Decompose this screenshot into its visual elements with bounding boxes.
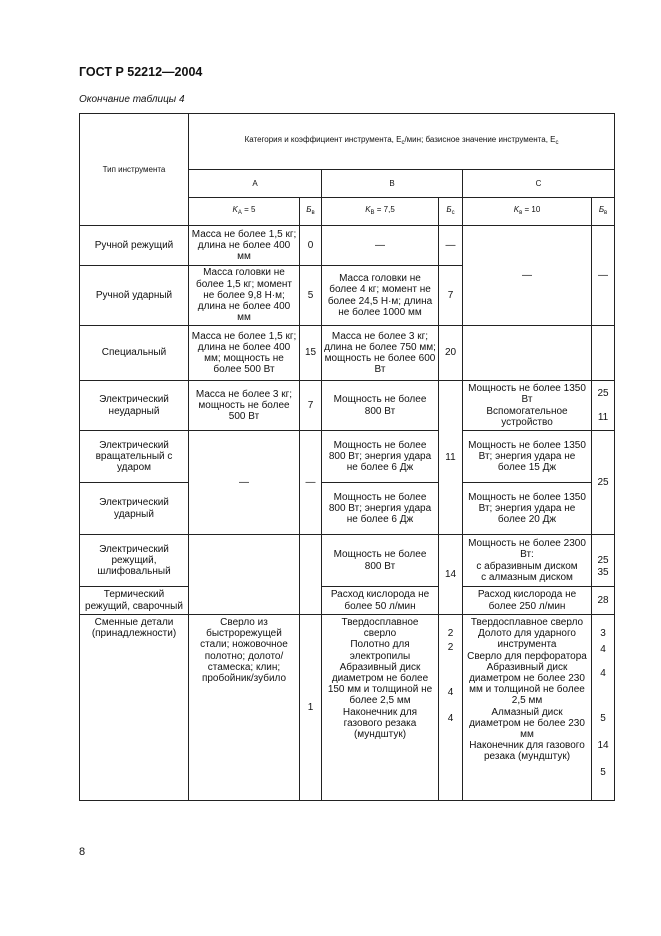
cell-c: Мощность не более 1350 Вт; энергия удара не более 15 Дж (463, 431, 592, 483)
cell-a: Масса не более 1,5 кг; длина не более 400 мм (189, 226, 300, 266)
cell-ba: 7 (300, 381, 322, 431)
cell-b-list: Твердосплавное сверло Полотно для электропилы Абразивный диск диаметром не более 150 мм и толщиной не более 2,5 мм Наконечник для газового резака (мундштук) (322, 615, 439, 801)
cell-bc-list: 3 4 4 5 14 5 (592, 615, 615, 801)
cell-bb: 7 (439, 266, 463, 326)
table-row (80, 535, 615, 587)
cell-c-empty (463, 326, 592, 381)
row-type: Специальный (80, 326, 189, 381)
cell-a-empty (189, 535, 300, 615)
row-type: Электрический вращательный с ударом (80, 431, 189, 483)
row-type: Электрический неударный (80, 381, 189, 431)
cell-b: Мощность не более 800 Вт (322, 381, 439, 431)
cell-b: Мощность не более 800 Вт; энергия удара не более 6 Дж (322, 483, 439, 535)
cell-c: — (463, 226, 592, 326)
cell-a: Масса головки не более 1,5 кг; момент не более 9,8 Н·м; длина не более 400 мм (189, 266, 300, 326)
header-cat-a: А (189, 170, 322, 198)
table-row (80, 226, 615, 266)
cell-a: Масса не более 3 кг; мощность не более 500 Вт (189, 381, 300, 431)
cell-bc: 28 (592, 587, 615, 615)
cell-a: Сверло из быстрорежущей стали; ножовочное полотно; долото/стамеска; клин; пробойник/зубило (189, 615, 300, 801)
header-b-b: $Б_с$ (439, 198, 463, 226)
row-type: Термический режущий, сварочный (80, 587, 189, 615)
tool-category-table (79, 113, 615, 801)
cell-c: Мощность не более 1350 Вт Вспомогательное устройство (463, 381, 592, 431)
cell-b: Расход кислорода не более 50 л/мин (322, 587, 439, 615)
cell-b: Масса головки не более 4 кг; момент не более 24,5 Н·м; длина не более 1000 мм (322, 266, 439, 326)
header-k-a: $K_A = 5$ (189, 198, 300, 226)
cell-ba: — (300, 431, 322, 535)
cell-b: Мощность не более 800 Вт; энергия удара не более 6 Дж (322, 431, 439, 483)
header-k-b: $K_B = 7,5$ (322, 198, 439, 226)
table-row (80, 483, 615, 535)
cell-c-list: Твердосплавное сверло Долото для ударного инструмента Сверло для перфоратора Абразивный диск диаметром не более 230 мм и толщиной не более 2,5 мм Алмазный диск диаметром не более 230 мм Наконечник для газового резака (мундштук) (463, 615, 592, 801)
table-row (80, 381, 615, 431)
cell-bb: 20 (439, 326, 463, 381)
table-row (80, 615, 615, 801)
header-tool-type: Тип инструмента (80, 114, 189, 226)
table-caption: Окончание таблицы 4 (79, 94, 185, 105)
row-type: Электрический ударный (80, 483, 189, 535)
cell-bb-list: 2 2 4 4 (439, 615, 463, 801)
cell-ba-empty (300, 535, 322, 615)
page-number: 8 (79, 846, 86, 858)
document-title: ГОСТ Р 52212—2004 (79, 65, 203, 79)
cell-ba: 1 (300, 615, 322, 801)
header-cat-c: С (463, 170, 615, 198)
cell-c: Расход кислорода не более 250 л/мин (463, 587, 592, 615)
row-type: Ручной режущий (80, 226, 189, 266)
cell-b: Масса не более 3 кг; длина не более 750 мм; мощность не более 600 Вт (322, 326, 439, 381)
cell-c: Мощность не более 1350 Вт; энергия удара не более 20 Дж (463, 483, 592, 535)
cell-bc: 25 (592, 431, 615, 535)
cell-bb: — (439, 226, 463, 266)
header-category: Категория и коэффициент инструмента, $Е_с$/мин; базисное значение инструмента, $Е_с$ (189, 114, 615, 170)
header-cat-b: В (322, 170, 463, 198)
header-k-c: $K_в = 10$ (463, 198, 592, 226)
cell-a: — (189, 431, 300, 535)
row-type: Ручной ударный (80, 266, 189, 326)
row-type: Электрический режущий, шлифовальный (80, 535, 189, 587)
table-row (80, 326, 615, 381)
cell-ba: 15 (300, 326, 322, 381)
cell-b: Мощность не более 800 Вт (322, 535, 439, 587)
cell-bb: 11 (439, 381, 463, 535)
cell-a: Масса не более 1,5 кг; длина не более 400 мм; мощность не более 500 Вт (189, 326, 300, 381)
cell-ba: 5 (300, 266, 322, 326)
cell-bc-empty (592, 326, 615, 381)
cell-bb: 14 (439, 535, 463, 615)
cell-bc: — (592, 226, 615, 326)
table-row (80, 587, 615, 615)
cell-c: Мощность не более 2300 Вт: с абразивным диском с алмазным диском (463, 535, 592, 587)
cell-bc: 25 11 (592, 381, 615, 431)
header-b-a: $Б_в$ (300, 198, 322, 226)
cell-bc: 25 35 (592, 535, 615, 587)
cell-ba: 0 (300, 226, 322, 266)
table-row (80, 431, 615, 483)
header-b-c: $Б_в$ (592, 198, 615, 226)
cell-b: — (322, 226, 439, 266)
row-type: Сменные детали (принадлежности) (80, 615, 189, 801)
